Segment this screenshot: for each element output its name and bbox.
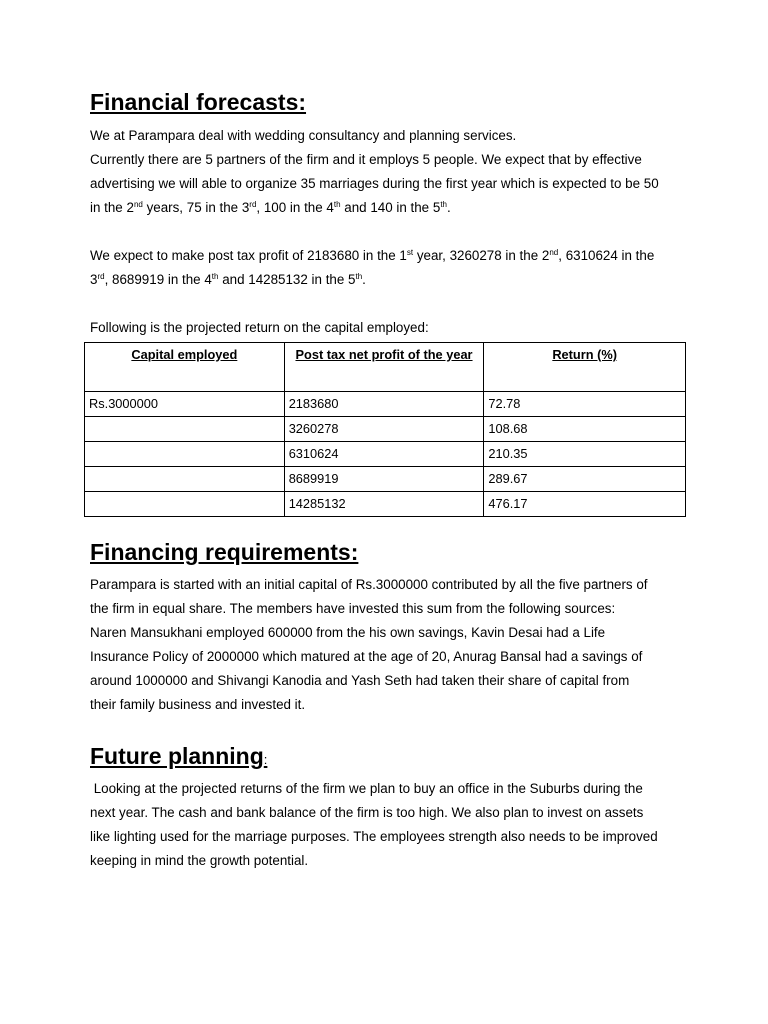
profit-line-2: 3rd, 8689919 in the 4th and 14285132 in the 5th. (90, 272, 366, 287)
financing-line: the firm in equal share. The members have invested this sum from the following sources: (90, 601, 616, 616)
profit-line-1: We expect to make post tax profit of 2183680 in the 1st year, 3260278 in the 2nd, 6310624 in the (90, 248, 655, 263)
financing-requirements-heading: Financing requirements: (90, 539, 359, 565)
financial-forecasts-heading: Financial forecasts: (90, 89, 307, 115)
table-cell-profit: 2183680 (284, 392, 484, 417)
table-row (85, 467, 686, 492)
table-row (85, 392, 686, 417)
table-intro (90, 316, 690, 340)
future-line: keeping in mind the growth potential. (90, 853, 309, 868)
header-capital-employed: Capital employed (85, 343, 285, 392)
table-cell-capital (85, 492, 285, 517)
profit-paragraph (90, 244, 690, 292)
table-cell-return: 210.35 (484, 442, 686, 467)
financing-line: around 1000000 and Shivangi Kanodia and Yash Seth had taken their share of capital from (90, 673, 630, 688)
future-line: Looking at the projected returns of the firm we plan to buy an office in the Suburbs during the (90, 781, 643, 796)
table-cell-return: 72.78 (484, 392, 686, 417)
forecasts-line-1: We at Parampara deal with wedding consultancy and planning services. (90, 128, 517, 143)
table-header-row (85, 343, 686, 392)
financing-line: Parampara is started with an initial capital of Rs.3000000 contributed by all the five partners of (90, 577, 648, 592)
future-line: next year. The cash and bank balance of the firm is too high. We also plan to invest on assets (90, 805, 644, 820)
table-cell-capital (85, 417, 285, 442)
financing-line: Insurance Policy of 2000000 which matured at the age of 20, Anurag Bansal had a savings of (90, 649, 643, 664)
capital-return-table (84, 342, 686, 517)
table-cell-profit: 6310624 (284, 442, 484, 467)
forecasts-line-4: in the 2nd years, 75 in the 3rd, 100 in the 4th and 140 in the 5th. (90, 200, 451, 215)
table-cell-capital: Rs.3000000 (85, 392, 285, 417)
header-return: Return (%) (484, 343, 686, 392)
future-planning-paragraph (90, 777, 690, 873)
table-row (85, 442, 686, 467)
table-row (85, 492, 686, 517)
financing-paragraph (90, 573, 690, 717)
forecasts-line-2: Currently there are 5 partners of the firm and it employs 5 people. We expect that by effective (90, 152, 642, 167)
table-cell-profit: 8689919 (284, 467, 484, 492)
financing-line: their family business and invested it. (90, 697, 306, 712)
forecasts-intro-paragraph (90, 124, 690, 220)
table-cell-profit: 3260278 (284, 417, 484, 442)
future-line: like lighting used for the marriage purposes. The employees strength also needs to be improved (90, 829, 658, 844)
future-planning-heading: Future planning: (90, 743, 268, 769)
table-cell-capital (85, 467, 285, 492)
table-row (85, 417, 686, 442)
table-cell-return: 289.67 (484, 467, 686, 492)
header-post-tax-profit: Post tax net profit of the year (284, 343, 484, 392)
table-intro-text: Following is the projected return on the capital employed: (90, 320, 429, 335)
table-cell-profit: 14285132 (284, 492, 484, 517)
table-cell-capital (85, 442, 285, 467)
table-cell-return: 476.17 (484, 492, 686, 517)
table-cell-return: 108.68 (484, 417, 686, 442)
forecasts-line-3: advertising we will able to organize 35 marriages during the first year which is expected to be 50 (90, 176, 659, 191)
financing-line: Naren Mansukhani employed 600000 from the his own savings, Kavin Desai had a Life (90, 625, 606, 640)
